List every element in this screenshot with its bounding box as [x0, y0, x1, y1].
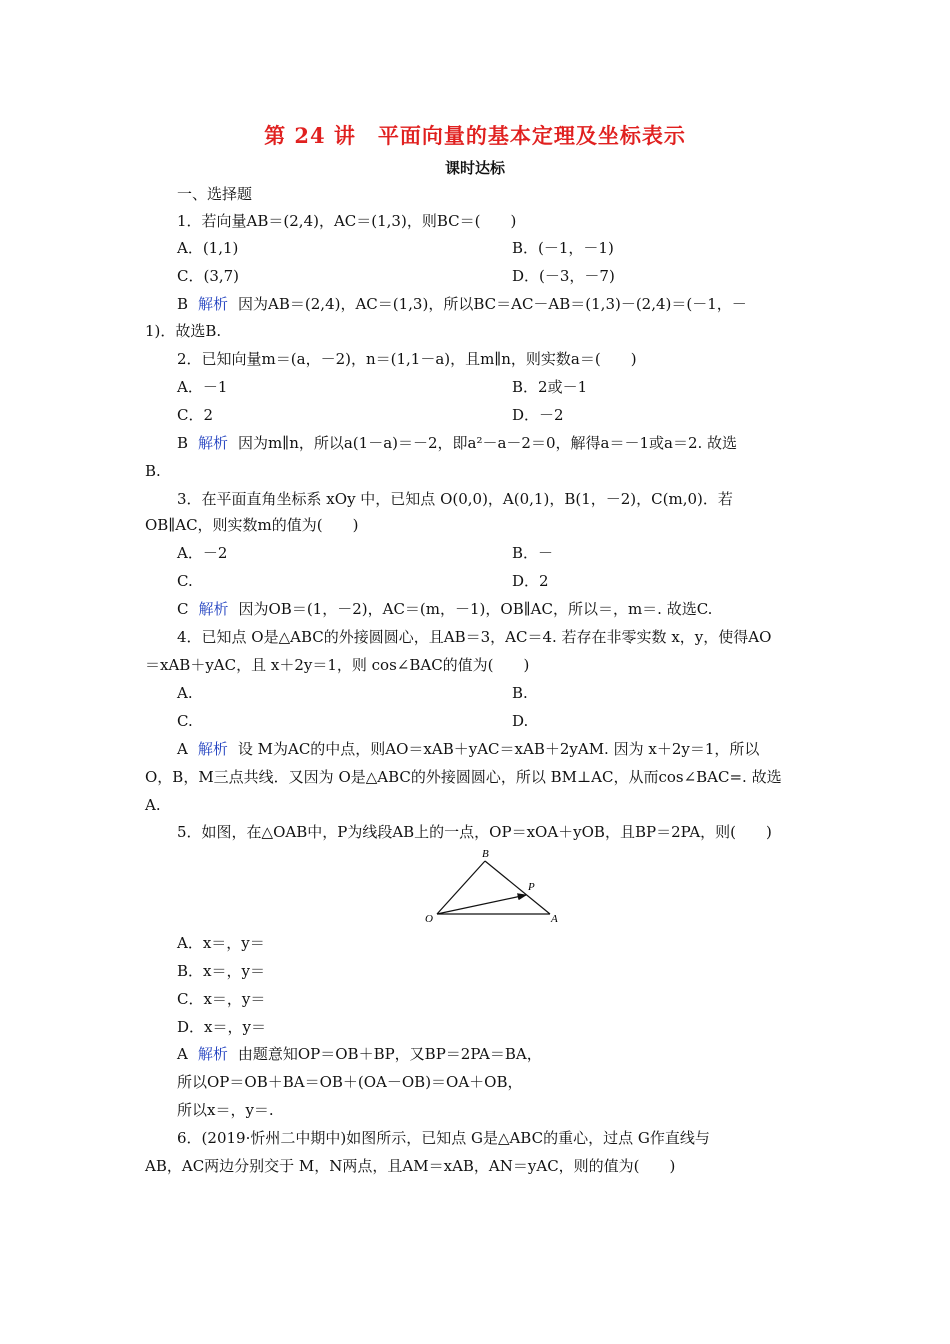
q4-solution-end: A.	[145, 796, 161, 814]
q1-solution-text: 因为AB＝(2,4)，AC＝(1,3)，所以BC＝AC－AB＝(1,3)－(2,4)＝(－1，－	[238, 295, 747, 313]
q1-analysis-tag: 解析	[198, 295, 229, 313]
q3-solution	[177, 598, 712, 620]
q5-option-d: D．x＝，y＝	[177, 1018, 266, 1036]
page-subtitle: 课时达标	[444, 159, 505, 177]
q5-solution-cont: 所以OP＝OB＋BA＝OB＋(OA－OB)＝OA＋OB，	[177, 1073, 523, 1091]
q1-solution	[177, 293, 747, 315]
q2-solution-text: 因为m∥n，所以a(1－a)＝－2，即a²－a－2＝0，解得a＝－1或a＝2. 故选	[238, 434, 738, 452]
segment-ob	[437, 861, 485, 914]
q5-solution-text: 由题意知OP＝OB＋BP，又BP＝2PA＝BA，	[237, 1045, 542, 1063]
q4-analysis-tag: 解析	[197, 740, 228, 758]
q2-answer: B	[177, 434, 189, 452]
section-heading: 一、选择题	[177, 185, 253, 203]
q1-option-b: B．(－1，－1)	[512, 239, 614, 257]
q2-analysis-tag: 解析	[198, 434, 229, 452]
q1-answer: B	[177, 295, 189, 313]
q2-option-b: B．2或－1	[512, 378, 588, 396]
segment-ba	[485, 861, 550, 914]
q1-option-a: A．(1,1)	[177, 239, 239, 257]
q6-stem: 6．(2019·忻州二中期中)如图所示，已知点 G是△ABC的重心，过点 G作直线与	[177, 1129, 710, 1147]
q3-answer: C	[177, 600, 189, 618]
label-p: P	[528, 881, 535, 893]
label-a: A	[551, 913, 558, 925]
label-b: B	[482, 848, 489, 860]
q3-stem-cont: OB∥AC，则实数m的值为( )	[145, 516, 359, 534]
q2-option-c: C．2	[177, 406, 214, 424]
q4-stem: 4．已知点 O是△ABC的外接圆圆心，且AB＝3，AC＝4. 若存在非零实数 x，y，使得AO	[177, 628, 772, 646]
label-o: O	[425, 913, 433, 925]
q6-stem-cont: AB，AC两边分别交于 M，N两点，且AM＝xAB，AN＝yAC，则的值为( )	[145, 1157, 676, 1175]
q3-solution-text: 因为OB＝(1，－2)，AC＝(m，－1)，OB∥AC，所以＝，m＝. 故选C.	[238, 600, 713, 618]
q5-option-a: A．x＝，y＝	[177, 934, 265, 952]
triangle-oab-figure	[420, 846, 570, 926]
q1-stem: 1．若向量AB＝(2,4)，AC＝(1,3)，则BC＝( )	[177, 212, 517, 230]
q4-option-a: A.	[177, 684, 193, 702]
q2-solution-cont: B.	[145, 462, 161, 480]
q5-stem: 5．如图，在△OAB中，P为线段AB上的一点，OP＝xOA＋yOB，且BP＝2PA，则( )	[177, 823, 772, 841]
q4-stem-cont: ＝xAB＋yAC，且 x＋2y＝1，则 cos∠BAC的值为( )	[145, 656, 530, 674]
q5-answer: A	[177, 1045, 188, 1063]
q4-solution	[177, 738, 759, 760]
q4-option-b: B.	[512, 684, 528, 702]
page-title: 第 24 讲 平面向量的基本定理及坐标表示	[264, 123, 686, 148]
q4-option-c: C.	[177, 712, 193, 730]
q4-solution-text: 设 M为AC的中点，则AO＝xAB＋yAC＝xAB＋2yAM. 因为 x＋2y＝1，所以	[237, 740, 760, 758]
q4-answer: A	[177, 740, 188, 758]
q5-analysis-tag: 解析	[197, 1045, 228, 1063]
q1-option-d: D．(－3，－7)	[512, 267, 615, 285]
q2-option-d: D．－2	[512, 406, 564, 424]
q5-option-c: C．x＝，y＝	[177, 990, 266, 1008]
q3-stem: 3．在平面直角坐标系 xOy 中，已知点 O(0,0)，A(0,1)，B(1，－2)，C(m,0)．若	[177, 490, 733, 508]
q1-solution-cont: 1)．故选B.	[145, 322, 222, 340]
q4-option-d: D.	[512, 712, 529, 730]
q1-option-c: C．(3,7)	[177, 267, 240, 285]
q5-solution	[177, 1043, 542, 1065]
q2-option-a: A．－1	[177, 378, 228, 396]
q3-analysis-tag: 解析	[198, 600, 229, 618]
q2-stem: 2．已知向量m＝(a，－2)，n＝(1,1－a)，且m∥n，则实数a＝( )	[177, 350, 637, 368]
q4-solution-cont: O，B，M三点共线．又因为 O是△ABC的外接圆圆心，所以 BM⊥AC，从而cos∠BAC=. 故选	[145, 768, 782, 786]
q5-option-b: B．x＝，y＝	[177, 962, 265, 980]
vector-op	[437, 895, 526, 914]
q3-option-a: A．－2	[177, 544, 228, 562]
q2-solution	[177, 432, 737, 454]
q3-option-b: B．－	[512, 544, 554, 562]
q3-option-d: D．2	[512, 572, 549, 590]
q5-solution-end: 所以x＝，y＝.	[177, 1101, 274, 1119]
q3-option-c: C.	[177, 572, 193, 590]
